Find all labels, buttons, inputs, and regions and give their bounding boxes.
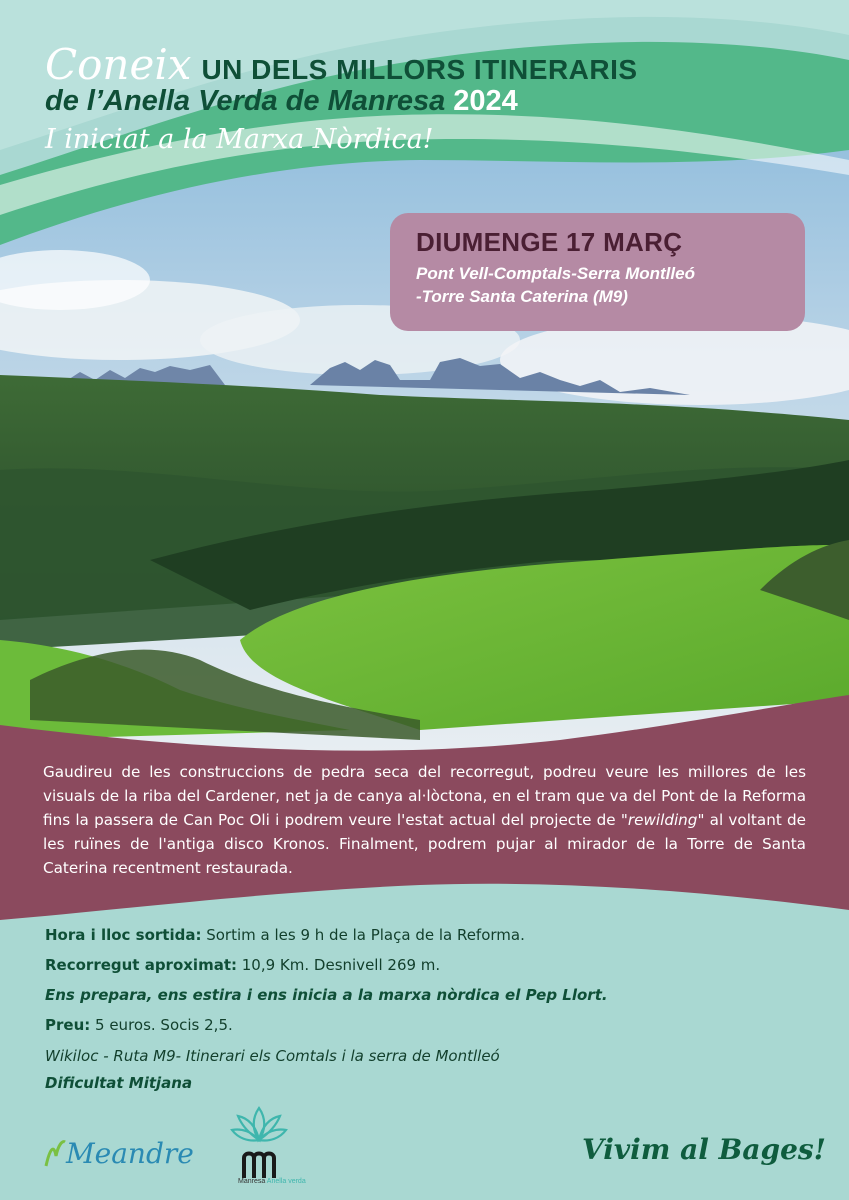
description-part-1: Gaudireu de les construccions de pedra seca del recorregut, podreu veure les millores de les visuals de la riba del Cardener, net ja de canya al·lòctona, en el tram que va del Pont de la Reforma fins la passera de Can Poc Oli i podrem veure l'estat actual del projecte de: [43, 763, 806, 829]
info-departure: [45, 920, 805, 950]
info-price: [45, 1010, 805, 1040]
route-value: 10,9 Km. Desnivell 269 m.: [237, 956, 441, 974]
description-part-2: al voltant de les ruïnes de l'antiga disco Kronos. Finalment, podrem pujar al mirador de la Torre de Santa Caterina recentment restaurada.: [43, 811, 806, 877]
route-label: Recorregut aproximat:: [45, 956, 237, 974]
meandre-logo: [44, 1138, 194, 1168]
slogan: Vivim al Bages!: [582, 1133, 826, 1166]
event-description: [43, 760, 806, 880]
info-instructor: Ens prepara, ens estira i ens inicia a la marxa nòrdica el Pep Llort.: [45, 986, 608, 1004]
route-line-1: Pont Vell-Comptals-Serra Montlleó: [416, 264, 695, 283]
price-value: 5 euros. Socis 2,5.: [90, 1016, 233, 1034]
manresa-anella-label: [238, 1178, 306, 1185]
event-date-box: [390, 213, 805, 331]
meandre-wave-icon: [44, 1138, 66, 1168]
event-info: [45, 920, 805, 1040]
event-date: DIUMENGE 17 MARÇ: [416, 227, 683, 257]
departure-label: Hora i lloc sortida:: [45, 926, 202, 944]
description-italic: "rewilding": [620, 811, 705, 829]
wikiloc-link[interactable]: Wikiloc - Ruta M9- Itinerari els Comtals i la serra de Montlleó: [45, 1047, 500, 1065]
route-line-2: -Torre Santa Caterina (M9): [416, 287, 628, 306]
title-coneix: Coneix: [45, 40, 192, 89]
meandre-name: Meandre: [66, 1137, 194, 1170]
title-subtitle: I iniciat a la Marxa Nòrdica!: [45, 124, 434, 155]
title-anella: de l’Anella Verda de Manresa: [45, 85, 446, 117]
title-caps: UN DELS MILLORS ITINERARIS: [201, 54, 638, 85]
difficulty: Dificultat Mitjana: [45, 1074, 193, 1092]
manresa-word: Manresa: [238, 1178, 266, 1185]
poster-title: [45, 40, 825, 155]
price-label: Preu:: [45, 1016, 91, 1034]
title-year: 2024: [453, 85, 518, 117]
departure-value: Sortim a les 9 h de la Plaça de la Reforma.: [201, 926, 525, 944]
info-route: [45, 950, 805, 980]
title-line-2: [45, 85, 825, 118]
anella-word: Anella verda: [266, 1178, 306, 1185]
title-line-1: [45, 40, 825, 89]
event-route: [416, 262, 779, 308]
